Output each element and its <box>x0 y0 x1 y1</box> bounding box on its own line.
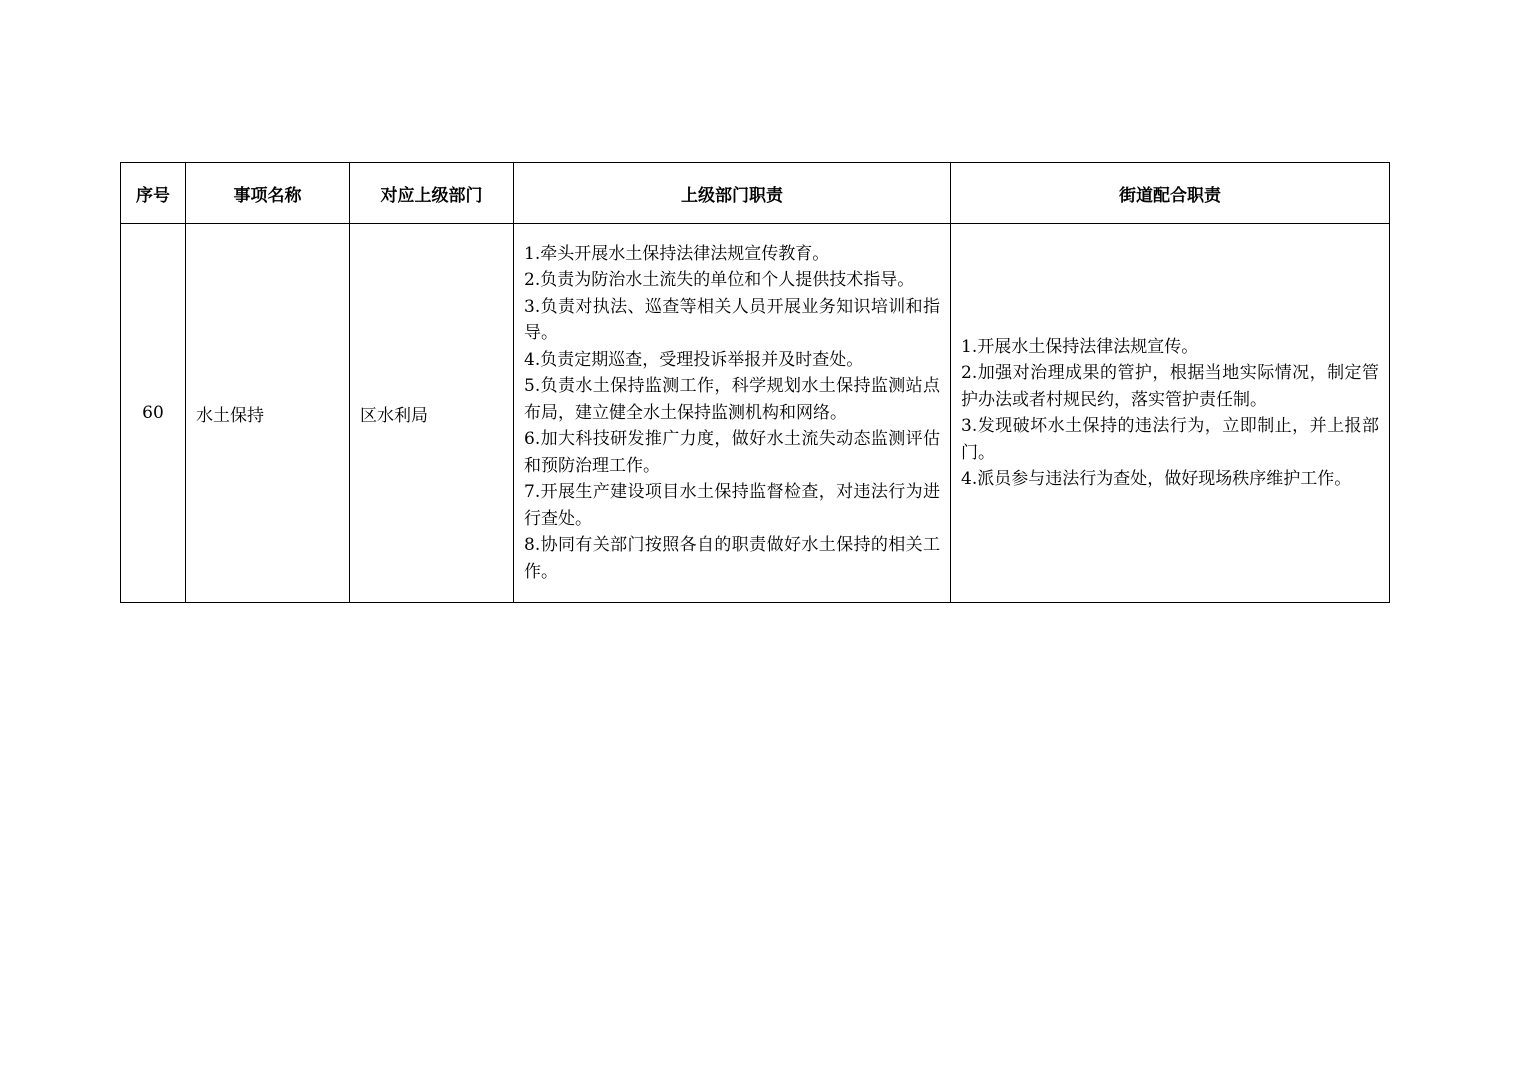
header-item-name: 事项名称 <box>186 163 350 224</box>
cell-street-duties <box>951 224 1390 603</box>
table-header-row <box>121 163 1390 224</box>
list-item: 3.发现破坏水土保持的违法行为，立即制止，并上报部门。 <box>961 416 1379 463</box>
superior-duties-list <box>524 241 940 586</box>
list-item: 3.负责对执法、巡查等相关人员开展业务知识培训和指导。 <box>524 296 940 344</box>
list-item: 8.协同有关部门按照各自的职责做好水土保持的相关工作。 <box>524 535 940 582</box>
header-superior-duties: 上级部门职责 <box>514 163 951 224</box>
list-item: 4.派员参与违法行为查处，做好现场秩序维护工作。 <box>961 469 1352 489</box>
list-item: 4.负责定期巡查，受理投诉举报并及时查处。 <box>524 349 864 370</box>
header-street-duties: 街道配合职责 <box>951 163 1390 224</box>
street-duties-list <box>961 334 1379 493</box>
list-item: 1.牵头开展水土保持法律法规宣传教育。 <box>524 243 830 264</box>
cell-superior-duties <box>514 224 951 603</box>
list-item: 2.加强对治理成果的管护，根据当地实际情况，制定管护办法或者村规民约，落实管护责任制。 <box>961 363 1379 410</box>
cell-item-name: 水土保持 <box>186 224 350 603</box>
cell-superior-department: 区水利局 <box>350 224 514 603</box>
responsibility-table <box>120 162 1390 603</box>
list-item: 1.开展水土保持法律法规宣传。 <box>961 336 1199 357</box>
list-item: 5.负责水土保持监测工作，科学规划水土保持监测站点布局，建立健全水土保持监测机构和网络。 <box>524 376 940 423</box>
cell-serial-number: 60 <box>121 224 186 603</box>
header-superior-department: 对应上级部门 <box>350 163 514 224</box>
header-serial-number: 序号 <box>121 163 186 224</box>
table-row <box>121 224 1390 603</box>
list-item: 2.负责为防治水土流失的单位和个人提供技术指导。 <box>524 270 915 291</box>
list-item: 6.加大科技研发推广力度，做好水土流失动态监测评估和预防治理工作。 <box>524 429 940 476</box>
list-item: 7.开展生产建设项目水土保持监督检查，对违法行为进行查处。 <box>524 482 940 529</box>
